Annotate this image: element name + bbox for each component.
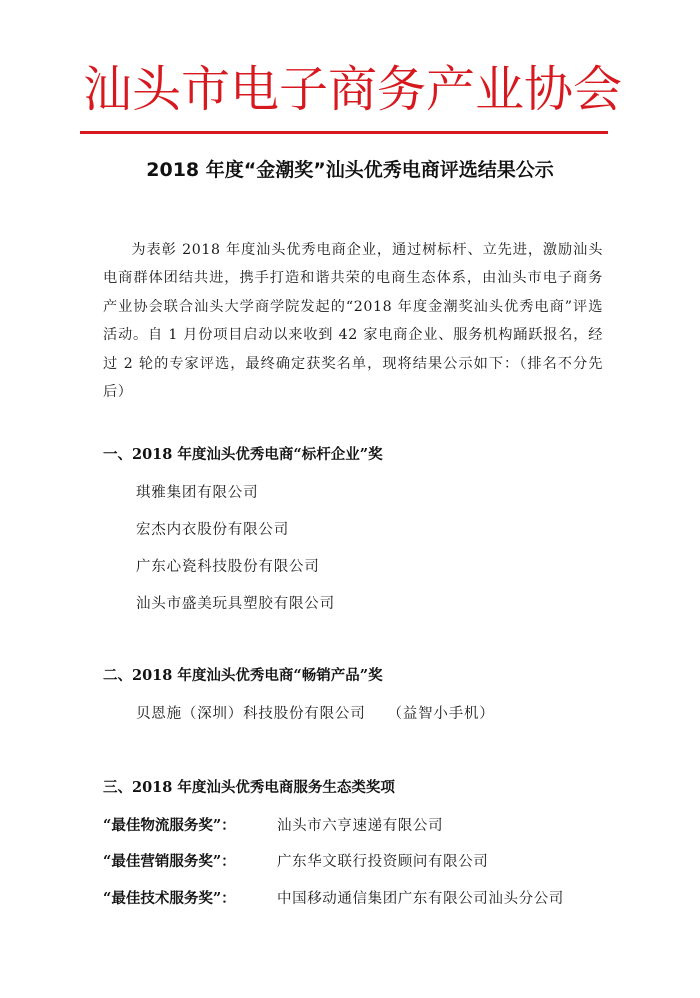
- bestseller-company: 贝恩施（深圳）科技股份有限公司: [136, 706, 366, 722]
- benchmark-list: [136, 481, 616, 629]
- award-row: [103, 887, 623, 911]
- award-winner: 广东华文联行投资顾问有限公司: [277, 854, 489, 870]
- list-item: 宏杰内衣股份有限公司: [136, 522, 289, 538]
- award-name: “最佳物流服务奖”：: [103, 817, 236, 834]
- section-bestseller-heading: 二、2018 年度汕头优秀电商“畅销产品”奖: [103, 667, 383, 684]
- list-item: 广东心瓷科技股份有限公司: [136, 559, 320, 575]
- section-benchmark-heading: 一、2018 年度汕头优秀电商“标杆企业”奖: [103, 446, 383, 463]
- list-item: 汕头市盛美玩具塑胶有限公司: [136, 596, 335, 612]
- section-services-heading: 三、2018 年度汕头优秀电商服务生态类奖项: [103, 779, 395, 796]
- bestseller-product: （益智小手机）: [387, 706, 495, 722]
- award-row: [103, 850, 623, 874]
- award-name: “最佳营销服务奖”：: [103, 853, 236, 870]
- intro-paragraph: 为表彰 2018 年度汕头优秀电商企业，通过树标杆、立先进，激励汕头电商群体团结共进，携手打造和谐共荣的电商生态体系，由汕头市电子商务产业协会联合汕头大学商学院发起的“2018 年度金潮奖汕头优秀电商”评选活动。自 1 月份项目启动以来收到 42 家电商企业、服务机构踊跃报名，经过 2 轮的专家评选，最终确定获奖名单，现将结果公示如下：（排名不分先后）: [103, 242, 603, 401]
- award-row: [103, 814, 623, 838]
- document-title: 2018 年度“金潮奖”汕头优秀电商评选结果公示: [146, 159, 554, 181]
- list-item: 琪雅集团有限公司: [136, 485, 259, 501]
- award-winner: 中国移动通信集团广东有限公司汕头分公司: [277, 891, 564, 907]
- award-winner: 汕头市六亨速递有限公司: [277, 818, 444, 834]
- letterhead-rule: [80, 131, 608, 134]
- award-name: “最佳技术服务奖”：: [103, 890, 236, 907]
- bestseller-row: [136, 702, 616, 726]
- letterhead-title: 汕头市电子商务产业协会: [83, 61, 623, 118]
